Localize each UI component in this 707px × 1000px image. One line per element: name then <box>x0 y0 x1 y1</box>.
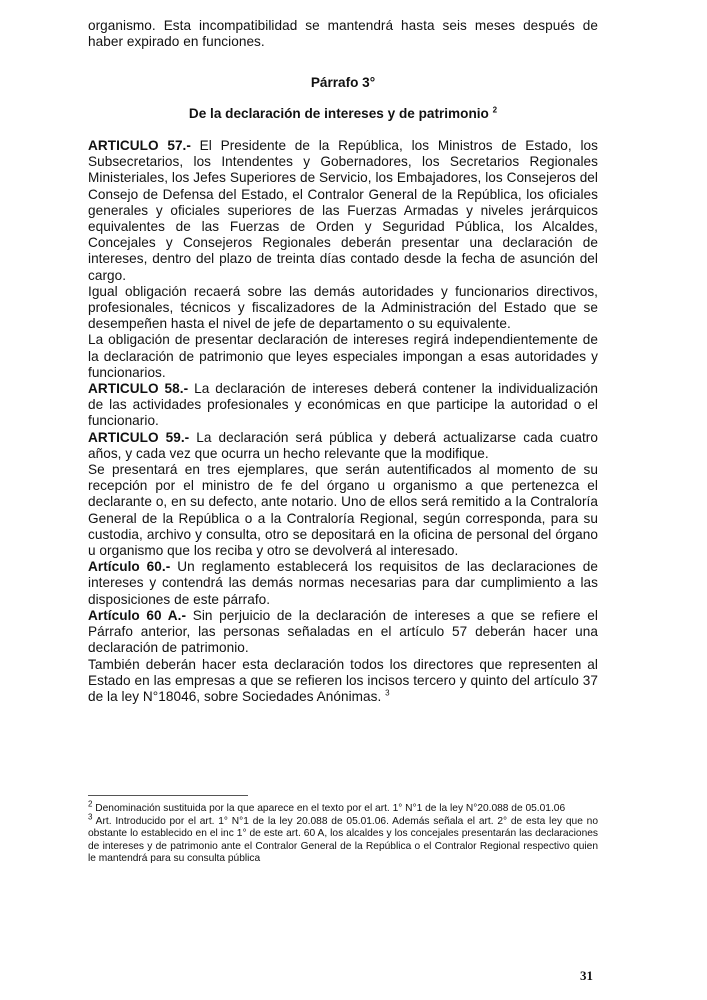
article-58 <box>88 381 598 430</box>
article-60a-paragraph-2 <box>88 657 598 706</box>
top-paragraph <box>88 18 598 50</box>
article-59 <box>88 430 598 462</box>
footnote-mark: 3 <box>88 812 93 822</box>
footnote-text: Denominación sustituida por la que aparece en el texto por el art. 1° N°1 de la ley N°20.088 de 05.01.06 <box>92 803 566 814</box>
article-59-label: ARTICULO 59.- <box>88 429 190 445</box>
section-subtitle-text: De la declaración de intereses y de patrimonio <box>188 106 489 121</box>
footnote-mark: 2 <box>88 799 93 809</box>
articles-block <box>88 138 598 705</box>
footnote-2 <box>88 799 598 816</box>
footnotes <box>88 799 598 866</box>
article-57-paragraph-2: Igual obligación recaerá sobre las demás autoridades y funcionarios directivos, profesionales, técnicos y fiscalizadores de la Administración del Estado que se desempeñen hasta el nivel de jefe de departamento o su equivalente. <box>88 283 598 332</box>
article-58-text: La declaración de intereses deberá contener la individualización de las actividades profesionales y económicas en que participe la autoridad o el funcionario. <box>88 381 599 429</box>
section-title: Párrafo 3° <box>310 75 376 90</box>
article-60a <box>88 608 598 657</box>
footnote-text: Art. Introducido por el art. 1° N°1 de la ley 20.088 de 05.01.06. Además señala el art. 2° de esta ley que no obstante lo establecido en el inc 1° de este art. 60 A, los alcaldes y los concejales presentarán las declaraciones de intereses y de patrimonio ante el Contralor General de la República o el Contralor Regional respectivo quien le mantendrá para su consulta pública <box>88 815 598 865</box>
article-58-label: ARTICULO 58.- <box>88 381 189 397</box>
footnote-ref-3: 3 <box>385 688 390 698</box>
article-57 <box>88 138 598 284</box>
footnote-divider <box>88 795 248 796</box>
continuation-text: organismo. Esta incompatibilidad se mantendrá hasta seis meses después de haber expirado en funciones. <box>88 18 598 50</box>
footnote-3 <box>88 812 598 866</box>
footnote-ref-2: 2 <box>492 105 498 115</box>
article-57-paragraph-3: La obligación de presentar declaración de intereses regirá independientemente de la declaración de patrimonio que leyes especiales impongan a esas autoridades y funcionarios. <box>88 332 598 380</box>
article-60-text: Un reglamento establecerá los requisitos de las declaraciones de intereses y contendrá las demás normas necesarias para dar cumplimiento a las disposiciones de este párrafo. <box>88 559 598 607</box>
article-57-label: ARTICULO 57.- <box>88 138 191 153</box>
article-60 <box>88 559 598 608</box>
article-60-label: Artículo 60.- <box>88 559 171 575</box>
article-60a-text: Sin perjuicio de la declaración de intereses a que se refiere el Párrafo anterior, las personas señaladas en el artículo 57 deberán hacer una declaración de patrimonio. <box>88 607 598 656</box>
section-subtitle <box>88 106 598 121</box>
article-60a-label: Artículo 60 A.- <box>88 607 187 623</box>
page-number: 31 <box>580 968 593 983</box>
article-60a-text-2: También deberán hacer esta declaración todos los directores que representen al Estado en las empresas a que se refieren los incisos tercero y quinto del artículo 37 de la ley N°18046, sobre Sociedades Anónimas. <box>88 656 598 704</box>
article-59-text: La declaración será pública y deberá actualizarse cada cuatro años, y cada vez que ocurra un hecho relevante que la modifique. <box>88 429 598 461</box>
article-59-paragraph-2: Se presentará en tres ejemplares, que serán autentificados al momento de su recepción por el ministro de fe del órgano u organismo a que pertenezca el declarante o, en su defecto, ante notario. Uno de ellos será remitido a la Contraloría General de la República o a la Contraloría Regional, según corresponda, para su custodia, archivo y consulta, otro se depositará en la oficina de personal del órgano u organismo que los reciba y otro se devolverá al interesado. <box>88 462 598 559</box>
article-57-text: El Presidente de la República, los Ministros de Estado, los Subsecretarios, los Intendentes y Gobernadores, los Secretarios Regionales Ministeriales, los Jefes Superiores de Servicio, los Embajadores, los Consejeros del Consejo de Defensa del Estado, el Contralor General de la República, los oficiales generales y oficiales superiores de las Fuerzas Armadas y niveles jerárquicos equivalentes de las Fuerzas de Orden y Seguridad Pública, los Alcaldes, Concejales y Consejeros Regionales deberán presentar una declaración de intereses, dentro del plazo de treinta días contado desde la fecha de asunción del cargo. <box>88 138 598 283</box>
